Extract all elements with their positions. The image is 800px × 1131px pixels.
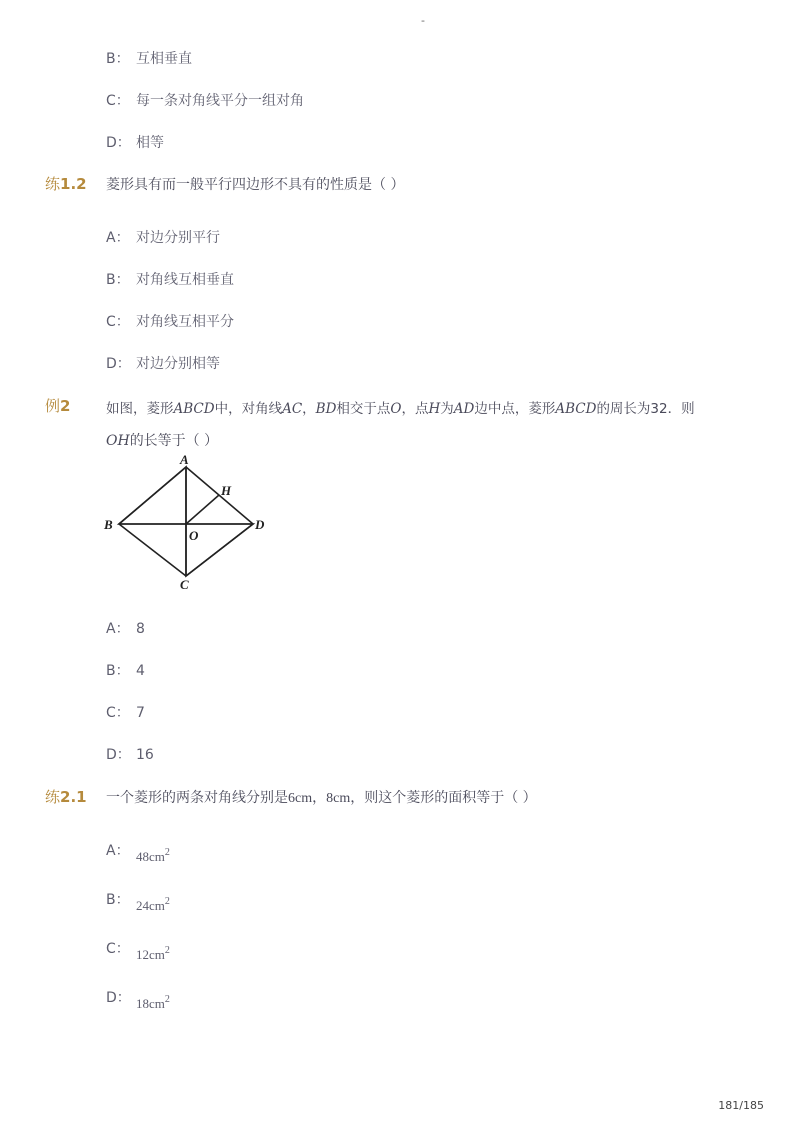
text-run: ，则这个菱形的面积等于（ ） [350,790,537,806]
label-h: H [221,483,232,498]
math-run: BD [315,401,337,417]
option-key: A： [106,230,130,246]
value-text: 24cm [136,898,165,913]
math-run: H [428,401,441,417]
value-text: 12cm [136,947,165,962]
q3-option-c[interactable] [106,938,170,962]
text-run: 相交于点 [336,401,391,417]
option-key: B： [106,272,130,288]
question-tag-example-2 [45,395,70,416]
option-text: 对角线互相平分 [136,314,234,330]
text-run: ， [302,401,316,417]
option-key: C： [106,314,130,330]
q1-option-d[interactable] [106,353,220,373]
q1-option-b[interactable] [106,269,234,289]
tag-prefix: 练 [45,175,61,193]
q2-option-a[interactable] [106,618,145,638]
option-key: A： [106,843,130,859]
exponent: 2 [164,945,170,956]
q2-option-b[interactable] [106,660,145,680]
label-o: O [189,528,199,543]
tag-prefix: 练 [45,788,61,806]
question-text-1-2: 菱形具有而一般平行四边形不具有的性质是（ ） [106,177,405,193]
math-run: ABCD [555,401,597,417]
label-c: C [180,577,189,592]
option-key: D： [106,135,131,151]
question-text-example-2-line2 [106,430,218,450]
option-value [136,849,170,864]
exponent: 2 [164,994,170,1005]
option-key: C： [106,941,130,957]
prev-option-b[interactable] [106,48,192,68]
option-key: D： [106,356,131,372]
option-text: 16 [136,747,154,763]
option-text: 对边分别相等 [136,356,220,372]
math-run: ABCD [173,401,215,417]
tag-number: 2 [60,397,71,415]
option-text: 每一条对角线平分一组对角 [136,93,304,109]
option-key: B： [106,51,130,67]
label-b: B [104,517,113,532]
option-value [136,947,170,962]
option-key: D： [106,747,131,763]
math-run: O [390,401,402,417]
text-run: ， [312,790,327,806]
question-tag-2-1 [45,786,87,807]
option-text: 相等 [136,135,164,151]
tag-number: 2.1 [60,788,87,806]
exponent: 2 [164,896,170,907]
text-run: 如图，菱形 [106,401,174,417]
prev-option-d[interactable] [106,132,164,152]
option-key: B： [106,663,130,679]
q2-option-c[interactable] [106,702,145,722]
option-text: 4 [136,663,145,679]
q3-option-b[interactable] [106,889,170,913]
math-run: 8cm [326,791,351,806]
top-mark: - [421,14,425,27]
q3-option-d[interactable] [106,987,170,1011]
option-text: 对边分别平行 [136,230,220,246]
prev-option-c[interactable] [106,90,304,110]
text-run: 中，对角线 [214,401,283,417]
option-text: 对角线互相垂直 [136,272,234,288]
option-key: C： [106,705,130,721]
option-key: A： [106,621,130,637]
math-run: OH [106,433,130,449]
label-d: D [255,517,265,532]
value-text: 48cm [136,849,165,864]
option-text: 7 [136,705,145,721]
option-value [136,996,170,1011]
question-tag-1-2 [45,173,87,194]
question-text-2-1 [106,787,537,807]
text-run: ，点 [401,401,429,417]
page-number: 181/185 [718,1099,764,1112]
q3-option-a[interactable] [106,840,170,864]
text-run: 的周长为32．则 [596,401,695,417]
text-run: 一个菱形的两条对角线分别是 [106,790,288,806]
segment-oh [186,495,219,524]
q1-option-a[interactable] [106,227,220,247]
text-run: 边中点，菱形 [474,401,556,417]
text-run: 为 [440,401,454,417]
rhombus-figure [100,450,270,595]
math-run: AD [453,401,475,417]
q2-option-d[interactable] [106,744,154,764]
option-value [136,898,170,913]
q1-option-c[interactable] [106,311,234,331]
option-text: 8 [136,621,145,637]
value-text: 18cm [136,996,165,1011]
math-run: AC [282,401,303,417]
text-run: 的长等于（ ） [129,433,219,449]
question-text-example-2-line1 [106,397,695,417]
option-key: B： [106,892,130,908]
option-key: D： [106,990,131,1006]
math-run: 6cm [288,791,313,806]
option-text: 互相垂直 [136,51,192,67]
tag-number: 1.2 [60,175,87,193]
tag-prefix: 例 [45,397,61,415]
exponent: 2 [164,847,170,858]
label-a: A [180,452,189,467]
option-key: C： [106,93,130,109]
